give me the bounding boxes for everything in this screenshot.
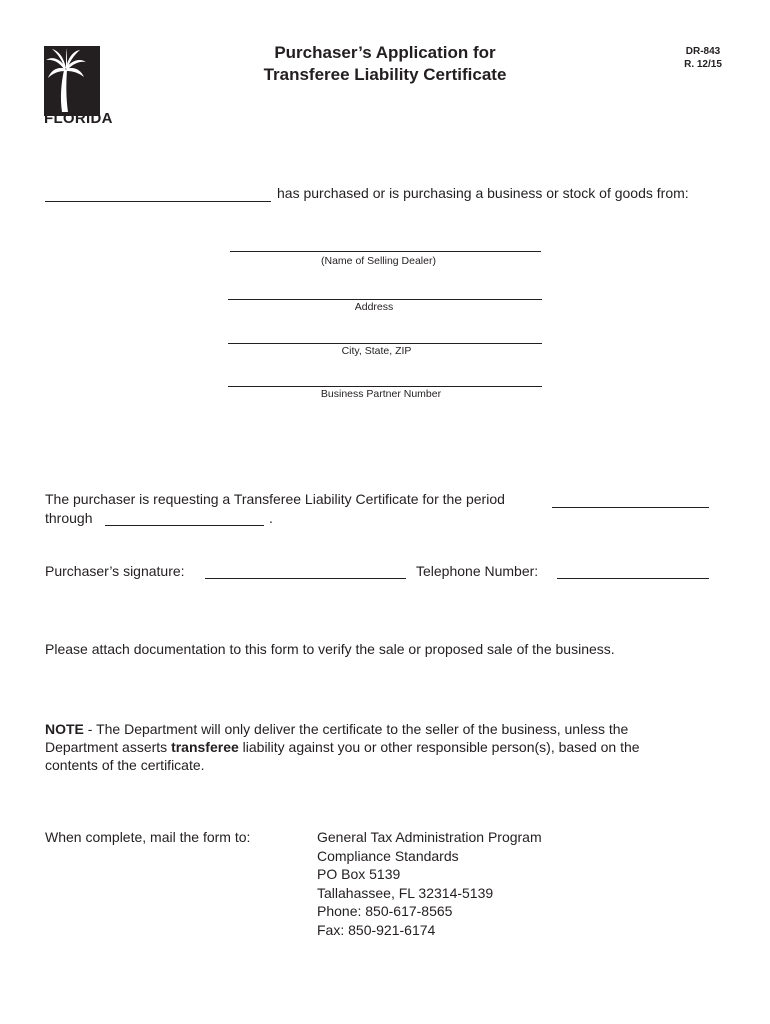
business-partner-number-label: Business Partner Number: [320, 388, 442, 400]
purchaser-name-field[interactable]: [45, 201, 271, 202]
form-number: DR-843: [685, 46, 721, 57]
mailing-address-line: Compliance Standards: [317, 847, 459, 864]
note-text-part2: liability against you or other responsible person(s), based on the contents of the certificate.: [45, 739, 640, 773]
through-label: through: [45, 510, 93, 526]
signature-label: Purchaser’s signature:: [45, 563, 185, 579]
note-bold-word: transferee: [171, 739, 239, 755]
attach-documentation-text: Please attach documentation to this form to verify the sale or proposed sale of the business.: [45, 641, 615, 657]
seller-name-field[interactable]: [230, 251, 541, 252]
state-label: FLORIDA: [44, 110, 113, 127]
business-partner-number-field[interactable]: [228, 386, 542, 387]
note-paragraph: [45, 720, 695, 774]
period-request-text: The purchaser is requesting a Transferee Liability Certificate for the period: [45, 491, 505, 507]
title-line-1: Purchaser’s Application for: [274, 43, 496, 62]
seller-name-label: (Name of Selling Dealer): [321, 255, 436, 267]
mail-instruction-label: When complete, mail the form to:: [45, 829, 251, 845]
city-state-zip-label: City, State, ZIP: [341, 345, 412, 357]
address-label: Address: [354, 301, 394, 313]
period-end-field[interactable]: [105, 525, 264, 526]
mailing-address-line: General Tax Administration Program: [317, 829, 542, 845]
title-line-2: Transferee Liability Certificate: [263, 65, 507, 84]
telephone-field[interactable]: [557, 578, 709, 579]
purchase-statement: has purchased or is purchasing a business or stock of goods from:: [277, 185, 689, 201]
palm-tree-icon: [44, 46, 88, 116]
period-end-punctuation: .: [269, 510, 273, 526]
revision-date: R. 12/15: [684, 59, 722, 70]
mailing-address: [317, 828, 542, 939]
address-field[interactable]: [228, 299, 542, 300]
telephone-label: Telephone Number:: [416, 563, 539, 579]
mailing-address-line: Tallahassee, FL 32314-5139: [317, 884, 494, 901]
signature-field[interactable]: [205, 578, 406, 579]
city-state-zip-field[interactable]: [228, 343, 542, 344]
mailing-phone: Phone: 850-617-8565: [317, 903, 453, 919]
form-number-block: [680, 45, 726, 71]
mailing-address-line: PO Box 5139: [317, 866, 401, 882]
note-text-part1: - The Department will only deliver the certificate to the seller of the business, unless the Department asserts: [45, 721, 629, 755]
note-label: NOTE: [45, 721, 84, 737]
page-title: [230, 42, 540, 86]
mailing-fax: Fax: 850-921-6174: [317, 921, 436, 938]
period-start-field[interactable]: [552, 507, 709, 508]
department-of-revenue-logo-text: Department of Revenue: [134, 105, 150, 147]
